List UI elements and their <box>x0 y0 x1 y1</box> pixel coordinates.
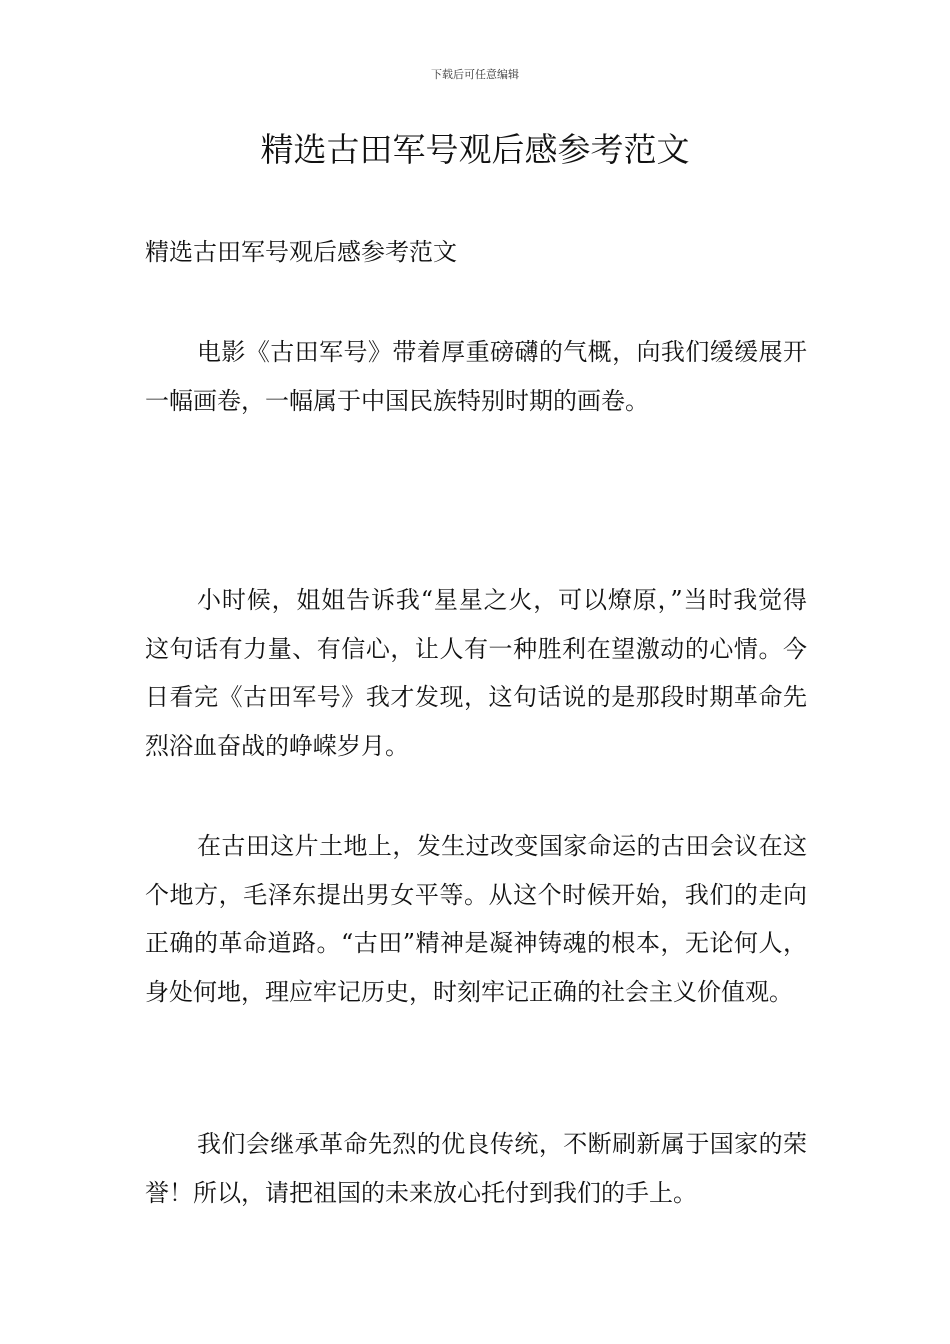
document-title: 精选古田军号观后感参考范文 <box>260 130 690 169</box>
paragraph-1: 电影《古田军号》带着厚重磅礴的气概，向我们缓缓展开一幅画卷，一幅属于中国民族特别时期的画卷。 <box>145 338 807 415</box>
paragraph-4: 我们会继承革命先烈的优良传统，不断刷新属于国家的荣誉！所以，请把祖国的未来放心托付到我们的手上。 <box>145 1130 807 1207</box>
header-note: 下载后可任意编辑 <box>431 68 519 81</box>
paragraph-3: 在古田这片土地上，发生过改变国家命运的古田会议在这个地方，毛泽东提出男女平等。从这个时候开始，我们的走向正确的革命道路。“古田”精神是凝神铸魂的根本，无论何人，身处何地，理应牢记历史，时刻牢记正确的社会主义价值观。 <box>145 832 807 1006</box>
paragraph-2: 小时候，姐姐告诉我“星星之火，可以燎原，”当时我觉得这句话有力量、有信心，让人有一种胜利在望激动的心情。今日看完《古田军号》我才发现，这句话说的是那段时期革命先烈浴血奋战的峥嵘岁月。 <box>145 586 807 760</box>
document-subtitle: 精选古田军号观后感参考范文 <box>145 238 457 266</box>
